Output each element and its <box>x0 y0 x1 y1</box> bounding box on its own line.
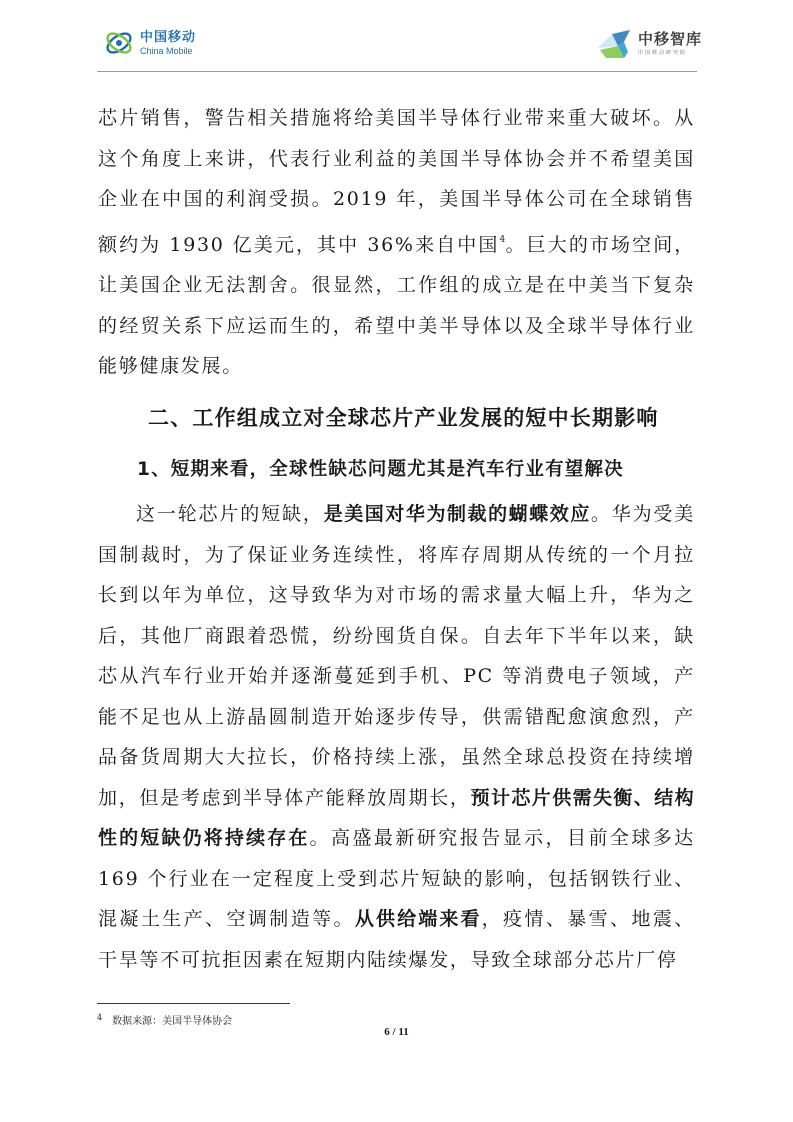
paragraph-2-text-a: 这一轮芯片的短缺， <box>136 503 324 525</box>
paragraph-1-text-a: 芯片销售，警告相关措施将给美国半导体行业带来重大破坏。从这个角度上来讲，代表行业利益的美国半导体协会并不希望美国企业在中国的利润受损。2019 年，美国半导体公司在全球销售额约为 1930 亿美元，其中 36%来自中国 <box>98 107 695 256</box>
china-mobile-swirl-icon <box>104 28 134 58</box>
paragraph-2-bold-a: 是美国对华为制裁的蝴蝶效应 <box>323 503 591 525</box>
left-logo-cn: 中国移动 <box>140 29 197 45</box>
paragraph-2 <box>98 494 695 980</box>
paragraph-2-text-b: 。华为受美国制裁时，为了保证业务连续性，将库存周期从传统的一个月拉长到以年为单位，这导致华为对市场的需求量大幅上升，华为之后，其他厂商跟着恐慌，纷纷囤货自保。自去年下半年以来，缺芯从汽车行业开始并逐渐蔓延到手机、PC 等消费电子领域，产能不足也从上游晶圆制造开始逐步传导，供需错配愈演愈烈，产品备货周期大大拉长，价格持续上涨，虽然全球总投资在持续增加，但是考虑到半导体产能释放周期长， <box>98 503 695 809</box>
footnote-text: 数据来源：美国半导体协会 <box>112 1016 233 1027</box>
section-heading: 二、工作组成立对全球芯片产业发展的短中长期影响 <box>148 406 659 430</box>
page-header <box>0 0 793 76</box>
left-logo-en: China Mobile <box>140 45 193 56</box>
paragraph-2-text-c: 。高盛最新研究报告显示，目前全球多达 169 个行业在一定程度上受到芯片短缺的影响，包括钢铁行业、混凝土生产、空调制造等。 <box>98 827 695 930</box>
paragraph-2-text-d: ，疫情、暴雪、地震、干旱等不可抗拒因素在短期内陆续爆发，导致全球部分芯片厂停 <box>98 908 695 971</box>
subsection-heading: 1、短期来看，全球性缺芯问题尤其是汽车行业有望解决 <box>137 459 624 480</box>
cmri-think-tank-logo <box>594 26 702 62</box>
right-logo-cn: 中移智库 <box>638 30 703 48</box>
right-logo-sub: 中国移动研究院 <box>638 50 688 56</box>
paragraph-1-text-b: 。巨大的市场空间，让美国企业无法割舍。很显然，工作组的成立是在中美当下复杂的经贸关系下应运而生的，希望中美半导体以及全球半导体行业能够健康发展。 <box>98 233 695 377</box>
think-tank-cube-icon <box>594 26 634 62</box>
header-divider <box>97 71 697 72</box>
china-mobile-logo <box>104 28 196 58</box>
page-number: 6 / 11 <box>384 1026 409 1038</box>
footnote-divider <box>97 1003 290 1004</box>
footnote-ref: 4 <box>499 234 506 245</box>
paragraph-2-bold-c: 从供给端来看 <box>354 908 482 930</box>
paragraph-2-bold-b: 预计芯片供需失衡、结构性的短缺仍将持续存在 <box>98 786 696 849</box>
footnote-number: 4 <box>97 1013 103 1022</box>
paragraph-1 <box>98 98 695 387</box>
